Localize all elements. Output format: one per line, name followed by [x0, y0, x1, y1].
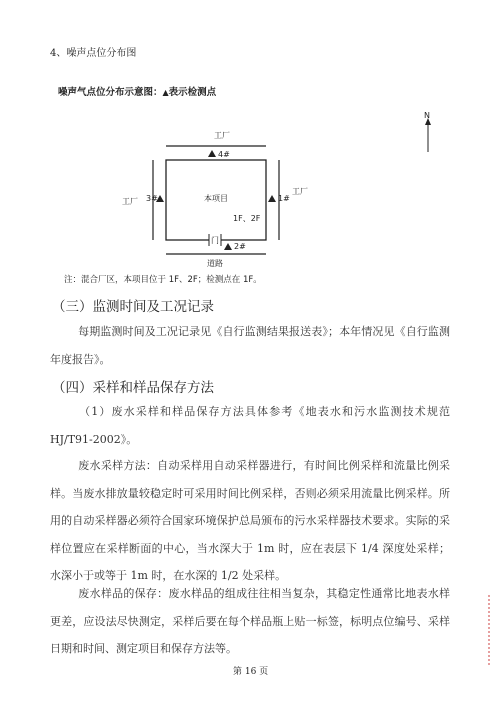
section-four-para1-text: （1）废水采样和样品保存方法具体参考《地表水和污水监测技术规范HJ/T91-2002》。: [50, 405, 450, 446]
section-four-para3: [50, 580, 450, 663]
factory-top-label: 工厂: [214, 131, 230, 140]
road-label: 道路: [207, 259, 223, 268]
gate-label: 门: [211, 236, 219, 245]
factory-left-label: 工厂: [122, 197, 138, 206]
point-3-label: 3#: [146, 194, 158, 203]
point-2-label: 2#: [234, 242, 246, 251]
legend-label: 表示检测点: [168, 87, 217, 98]
seal-stamp: [488, 595, 500, 665]
triangle-marker-icon: ▲: [162, 87, 169, 97]
section-three-paragraph: [50, 318, 450, 373]
section-three-heading: （三）监测时间及工况记录: [52, 299, 214, 315]
project-label: 本项目: [204, 194, 228, 203]
diagram-note: 注：混合厂区，本项目位于 1F、2F；检测点在 1F。: [64, 275, 262, 285]
point-4-label: 4#: [218, 150, 230, 159]
section-four-para3-text: 废水样品的保存：废水样品的组成往往相当复杂，其稳定性通常比地表水样更差，应设法尽快测定，采样后要在每个样品瓶上贴一标签，标明点位编号、采样日期和时间、测定项目和保存方法等。: [50, 587, 450, 655]
diagram-caption-text: 噪声气点位分布示意图：: [58, 87, 163, 98]
page-number: 第 16 页: [233, 667, 269, 677]
noise-point-diagram: [0, 0, 500, 290]
factory-right-label: 工厂: [292, 187, 308, 196]
point-2-marker-icon: [224, 243, 232, 250]
north-label: N: [424, 111, 430, 120]
section-four-para2: [50, 452, 450, 590]
section-three-paragraph-text: 每期监测时间及工况记录见《自行监测结果报送表》；本年情况见《自行监测年度报告》。: [50, 325, 450, 366]
section-heading-noise-map: 4、噪声点位分布图: [50, 48, 137, 59]
section-four-para2-text: 废水采样方法：自动采样用自动采样器进行，有时间比例采样和流量比例采样。当废水排放量较稳定时可采用时间比例采样，否则必须采用流量比例采样。所用的自动采样器必须符合国家环境保护总局颁布的污水采样器技术要求。实际的采样位置应在采样断面的中心，当水深大于 1m 时，应在表层下 1/4 深度处采样；水深小于或等于 1m 时，在水深的 1/2 处采样。: [50, 459, 450, 582]
floors-label: 1F、2F: [233, 214, 261, 223]
point-4-marker-icon: [208, 150, 216, 157]
point-1-label: 1#: [278, 194, 290, 203]
point-1-marker-icon: [268, 195, 276, 202]
section-four-para1: [50, 398, 450, 453]
section-four-heading: （四）采样和样品保存方法: [52, 380, 214, 396]
